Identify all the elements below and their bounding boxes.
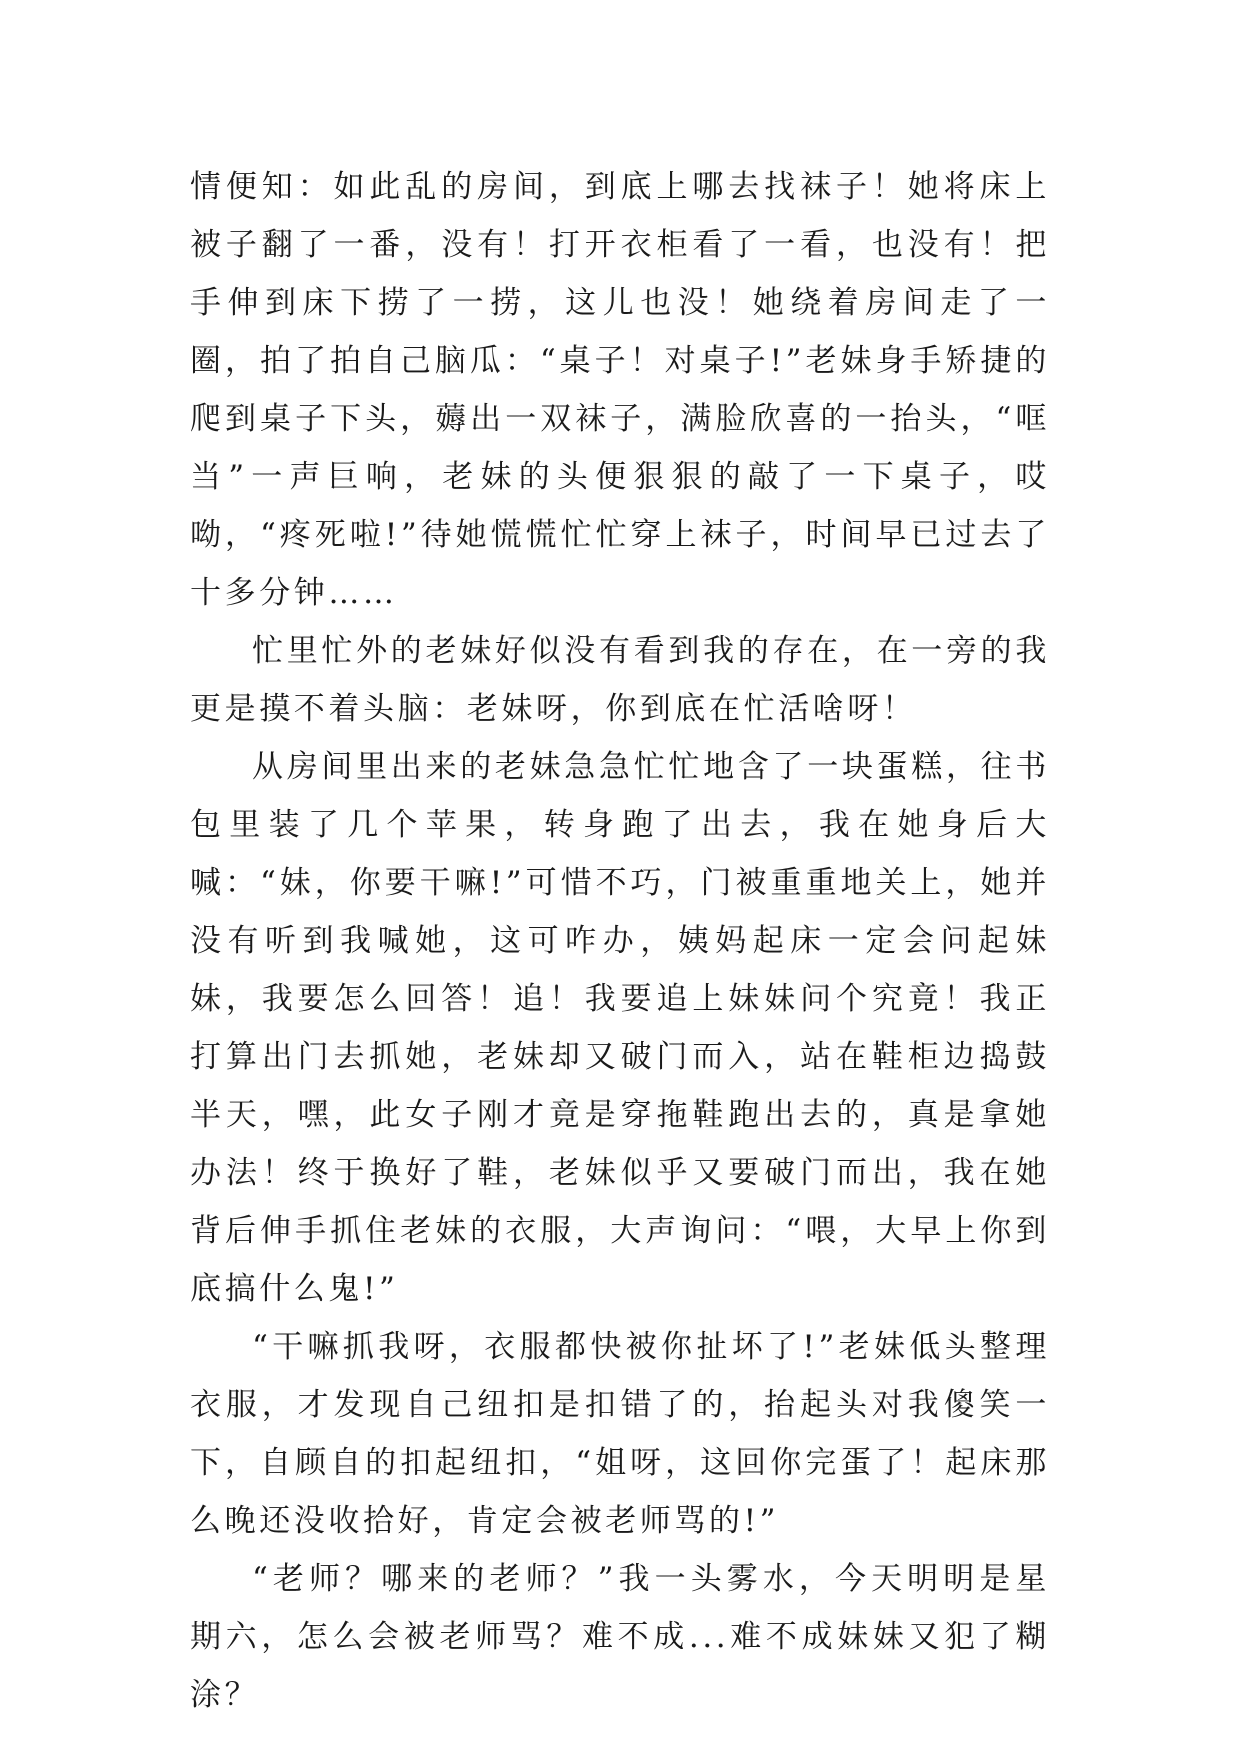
paragraph-3: 从房间里出来的老妹急急忙忙地含了一块蛋糕，往书包里装了几个苹果，转身跑了出去，我在她身后大喊：“妹，你要干嘛!”可惜不巧，门被重重地关上，她并没有听到我喊她，这可咋办，姨妈起床一定会问起妹妹，我要怎么回答！追！我要追上妹妹问个究竟！我正打算出门去抓她，老妹却又破门而入，站在鞋柜边捣鼓半天，嘿，此女子刚才竟是穿拖鞋跑出去的，真是拿她办法！终于换好了鞋，老妹似乎又要破门而出，我在她背后伸手抓住老妹的衣服，大声询问：“喂，大早上你到底搞什么鬼!” <box>190 749 1050 1307</box>
document-page <box>190 158 1050 1724</box>
paragraph-4: “干嘛抓我呀，衣服都快被你扯坏了!”老妹低头整理衣服，才发现自己纽扣是扣错了的，抬起头对我傻笑一下，自顾自的扣起纽扣，“姐呀，这回你完蛋了！起床那么晚还没收拾好，肯定会被老师骂的!” <box>190 1329 1050 1539</box>
paragraph-1: 情便知：如此乱的房间，到底上哪去找袜子！她将床上被子翻了一番，没有！打开衣柜看了一看，也没有！把手伸到床下捞了一捞，这儿也没！她绕着房间走了一圈，拍了拍自己脑瓜：“桌子！对桌子!”老妹身手矫捷的爬到桌子下头，薅出一双袜子，满脸欣喜的一抬头，“哐当”一声巨响，老妹的头便狠狠的敲了一下桌子，哎呦，“疼死啦!”待她慌慌忙忙穿上袜子，时间早已过去了十多分钟…… <box>190 169 1050 611</box>
paragraph-2: 忙里忙外的老妹好似没有看到我的存在，在一旁的我更是摸不着头脑：老妹呀，你到底在忙活啥呀！ <box>190 633 1050 727</box>
paragraph-5: “老师？哪来的老师？”我一头雾水，今天明明是星期六，怎么会被老师骂？难不成...难不成妹妹又犯了糊涂？ <box>190 1561 1050 1713</box>
